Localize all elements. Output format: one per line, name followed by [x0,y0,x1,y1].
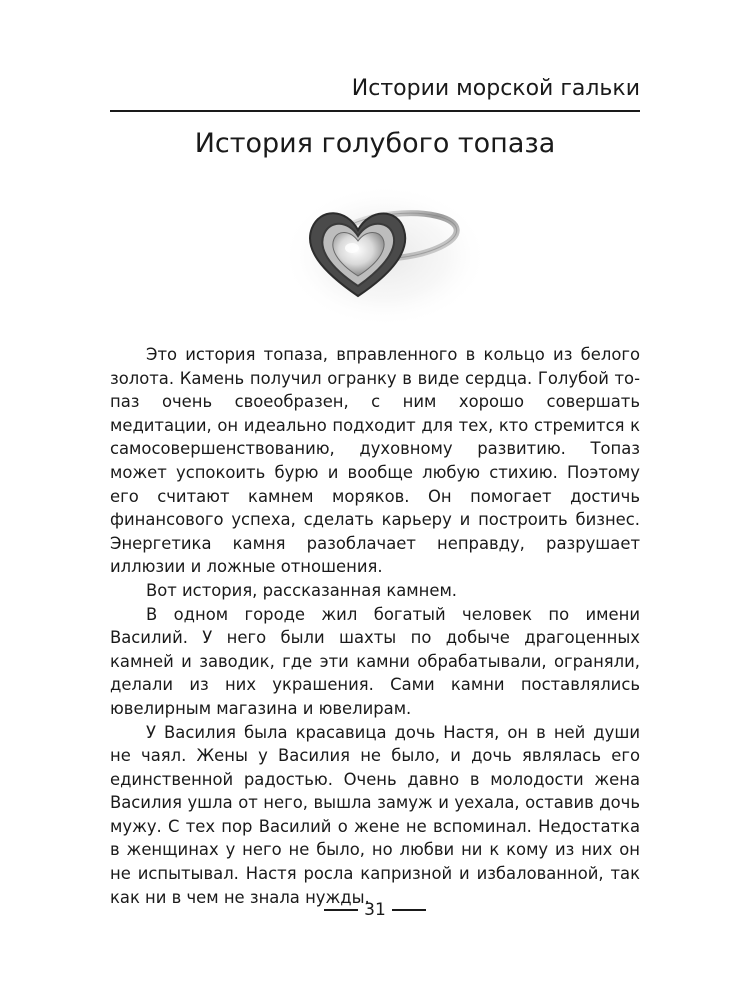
folio-dash-right [392,909,426,911]
paragraph: Вот история, рассказанная камнем. [146,580,458,600]
heart-ring-illustration [280,178,490,328]
page-number-footer [0,900,750,920]
chapter-title: История голубого топаза [194,128,556,159]
header-rule [110,110,640,112]
paragraph: Это история топаза, вправленного в кольцо из белого золота. Камень получил огранку в виде сердца. Голубой топаз очень своеобразен, с ним хорошо совершать медитации, он идеально подходит для тех, кто стремится к самосовершенствованию, духовному развитию. Топаз может успокоить бурю и вообще любую стихию. Поэтому его считают камнем моряков. Он помогает достичь финансового успеха, сделать карьеру и построить бизнес. Энергетика камня разоблачает неправду, разрушает иллюзии и ложные отношения. [110,345,640,577]
body-text [110,343,640,909]
paragraph: В одном городе жил богатый человек по имени Василий. У него были шахты по добыче драгоценных камней и заводик, где эти камни обрабатывали, ограняли, делали из них украшения. Сами камни поставлялись ювелирным магазина и ювелирам. [110,604,640,718]
page-number: 31 [364,900,386,920]
folio-dash-left [324,909,358,911]
paragraph: У Василия была красавица дочь Настя, он в ней души не чаял. Жены у Василия не было, и дочь являлась его единственной радостью. Очень давно в молодости жена Василия ушла от него, вышла замуж и уехала, оставив дочь мужу. С тех пор Василий о жене не вспоминал. Недостатка в женщинах у него не было, но любви ни к кому из них он не испытывал. Настя росла капризной и избалованной, так как ни в чем не знала нужды. [110,722,640,907]
running-head: Истории морской гальки [351,76,640,101]
